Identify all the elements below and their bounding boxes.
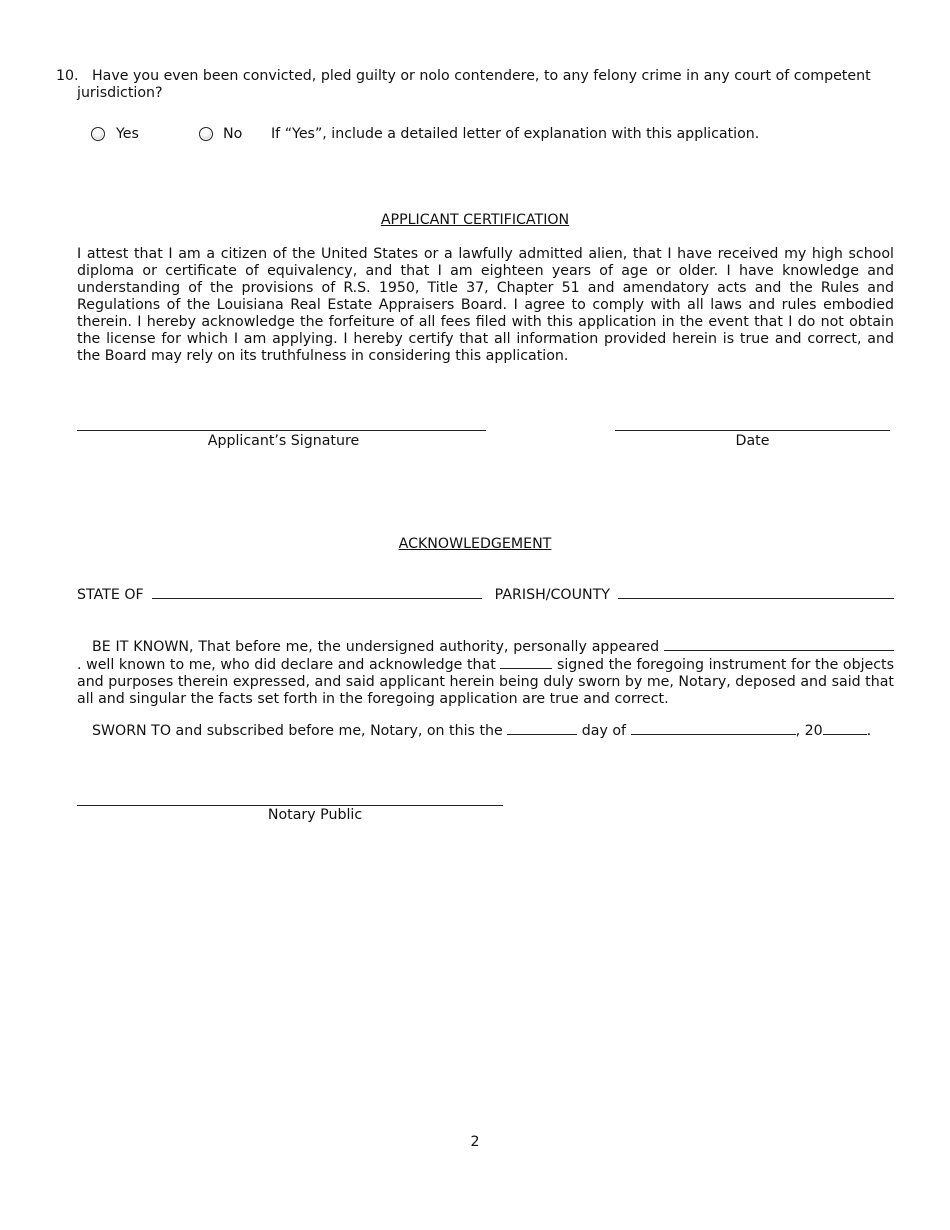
acknowledgement-heading: ACKNOWLEDGEMENT — [398, 536, 552, 552]
felony-answer-row — [0, 126, 950, 146]
be-it-known-paragraph: BE IT KNOWN, That before me, the undersigned authority, personally appeared . well known to me, who did declare and acknowledge that signed the foregoing instrument for the objects and purposes therein expressed, and said applicant herein being duly sworn by me, Notary, deposed and said that all and singular the facts set forth in the foregoing application are true and correct. — [77, 639, 894, 707]
notary-public-caption: Notary Public — [267, 807, 363, 823]
sworn-year-blank[interactable] — [823, 722, 867, 735]
question-text-line1: Have you even been convicted, pled guilty or nolo contendere, to any felony crime in any court of competent — [92, 68, 871, 84]
page-number: 2 — [470, 1134, 480, 1150]
date-caption: Date — [735, 433, 770, 449]
sworn-text-2: day of — [581, 723, 627, 739]
yes-radio-label: Yes — [116, 126, 139, 142]
yes-radio-button[interactable] — [91, 127, 105, 141]
appeared-name-blank[interactable] — [664, 638, 894, 651]
sworn-text-1: SWORN TO and subscribed before me, Notary, on this the — [92, 723, 503, 739]
acknowledger-blank[interactable] — [500, 656, 552, 669]
certification-paragraph: I attest that I am a citizen of the United States or a lawfully admitted alien, that I have received my high school diploma or certificate of equivalency, and that I am eighteen years of age or older. I have knowledge and understanding of the provisions of R.S. 1950, Title 37, Chapter 51 and amendatory acts and the Rules and Regulations of the Louisiana Real Estate Appraisers Board. I agree to comply with all laws and rules embodied therein. I hereby acknowledge the forfeiture of all fees filed with this application in the event that I do not obtain the license for which I am applying. I hereby certify that all information provided herein is true and correct, and the Board may rely on its truthfulness in considering this application. — [77, 246, 894, 364]
applicant-certification-heading: APPLICANT CERTIFICATION — [380, 212, 570, 228]
sworn-day-blank[interactable] — [507, 722, 577, 735]
sworn-paragraph: SWORN TO and subscribed before me, Notary, on this the day of , 20 . — [92, 723, 872, 739]
date-line[interactable] — [615, 430, 890, 431]
be-it-known-text-3: signed the foregoing instrument for the objects and purposes therein expressed, and said applicant herein being duly sworn by me, Notary, deposed and said that all and singular the facts set forth in the foregoing application are true and correct. — [77, 657, 894, 707]
question-text-line2: jurisdiction? — [77, 85, 163, 101]
state-parish-row — [77, 586, 894, 604]
question-number: 10. — [56, 68, 79, 84]
sworn-month-blank[interactable] — [631, 722, 796, 735]
be-it-known-text-2: well known to me, who did declare and acknowledge that — [86, 657, 496, 673]
be-it-known-text-1: BE IT KNOWN, That before me, the undersigned authority, personally appeared — [92, 639, 660, 655]
sworn-text-3: , 20 — [795, 723, 823, 739]
state-blank[interactable] — [152, 586, 482, 599]
state-label: STATE OF — [77, 587, 144, 603]
no-radio-label: No — [223, 126, 243, 142]
applicant-signature-line[interactable] — [77, 430, 486, 431]
yes-explanation-note: If “Yes”, include a detailed letter of explanation with this application. — [271, 126, 760, 142]
parish-county-label: PARISH/COUNTY — [494, 587, 610, 603]
notary-signature-line[interactable] — [77, 805, 503, 806]
no-radio-button[interactable] — [199, 127, 213, 141]
question-10 — [56, 68, 894, 102]
parish-county-blank[interactable] — [618, 586, 894, 599]
applicant-signature-caption: Applicant’s Signature — [207, 433, 360, 449]
